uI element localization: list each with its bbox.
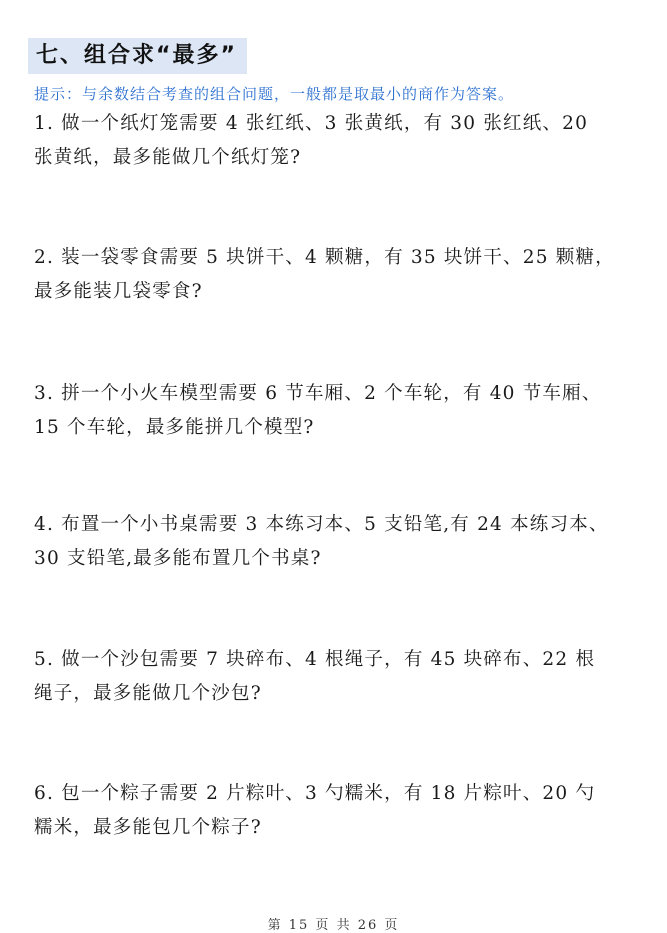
- question-6-line-2: 糯米，最多能包几个粽子?: [34, 817, 262, 838]
- question-2-line-1: 2. 装一袋零食需要 5 块饼干、4 颗糖，有 35 块饼干、25 颗糖，: [34, 247, 615, 268]
- question-3-line-1: 3. 拼一个小火车模型需要 6 节车厢、2 个车轮，有 40 节车厢、: [34, 383, 602, 404]
- question-6: [34, 777, 634, 845]
- page-footer: 第 15 页 共 26 页: [267, 918, 400, 933]
- section-title: 七、组合求“最多”: [28, 38, 247, 74]
- question-3: [34, 377, 634, 445]
- question-5-line-2: 绳子，最多能做几个沙包?: [34, 683, 262, 704]
- hint-text: 提示：与余数结合考查的组合问题，一般都是取最小的商作为答案。: [34, 85, 515, 103]
- question-1-line-2: 张黄纸，最多能做几个纸灯笼?: [34, 147, 302, 168]
- question-4: [34, 508, 634, 576]
- question-1-line-1: 1. 做一个纸灯笼需要 4 张红纸、3 张黄纸，有 30 张红纸、20: [34, 113, 589, 134]
- question-4-line-2: 30 支铅笔,最多能布置几个书桌?: [34, 548, 322, 569]
- question-6-line-1: 6. 包一个粽子需要 2 片粽叶、3 勺糯米，有 18 片粽叶、20 勺: [34, 783, 596, 804]
- question-2-line-2: 最多能装几袋零食?: [34, 281, 203, 302]
- question-3-line-2: 15 个车轮，最多能拼几个模型?: [34, 417, 315, 438]
- question-2: [34, 241, 634, 309]
- question-5: [34, 643, 634, 711]
- question-1: [34, 107, 634, 175]
- question-4-line-1: 4. 布置一个小书桌需要 3 本练习本、5 支铅笔,有 24 本练习本、: [34, 514, 609, 535]
- question-5-line-1: 5. 做一个沙包需要 7 块碎布、4 根绳子，有 45 块碎布、22 根: [34, 649, 596, 670]
